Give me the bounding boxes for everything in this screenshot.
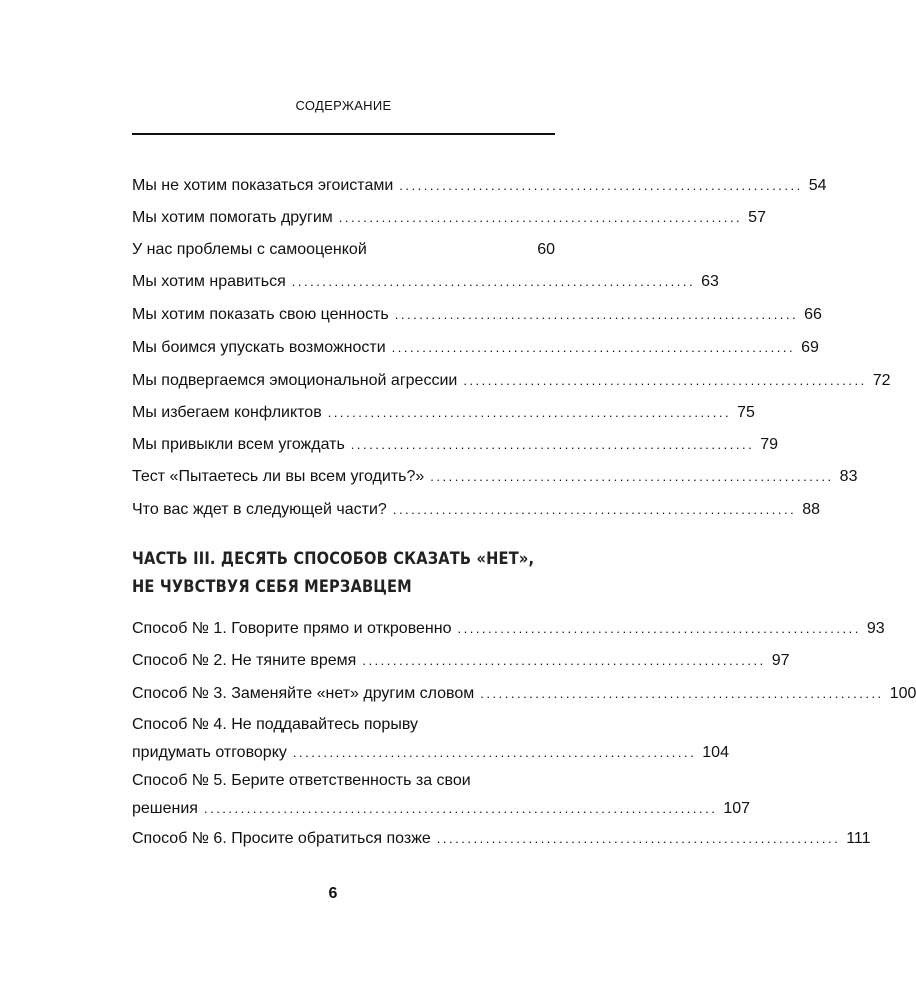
toc-entry-page: 54 (808, 177, 827, 194)
toc-entry (132, 684, 916, 704)
toc-entry-title: Способ № 3. Заменяйте «нет» другим словом (132, 685, 475, 702)
toc-entry-page: 75 (737, 404, 755, 421)
dot-leader: .................................................................. (463, 373, 867, 388)
dot-leader: .................................................................. (292, 745, 697, 760)
dot-leader: .................................................................. (362, 653, 766, 668)
toc-entry-page: 60 (537, 241, 555, 258)
toc-entry-title: Мы не хотим показаться эгоистами (132, 177, 394, 194)
toc-entry-page: 100 (889, 685, 916, 702)
dot-leader: .................................................................. (430, 469, 834, 484)
running-header: СОДЕРЖАНИЕ (295, 98, 392, 113)
toc-entry (132, 208, 766, 228)
toc-entry-title: Мы боимся упускать возможности (132, 339, 386, 356)
toc-entry-page: 66 (804, 306, 822, 323)
toc-entry-title: Мы хотим помогать другим (132, 209, 333, 226)
toc-entry-title: У нас проблемы с самооценкой (132, 241, 367, 258)
toc-entry (132, 272, 719, 292)
section-heading-line1: ЧАСТЬ III. ДЕСЯТЬ СПОСОБОВ СКАЗАТЬ «НЕТ», (132, 549, 535, 569)
toc-entry (132, 651, 790, 671)
dot-leader: .................................................................. (392, 502, 797, 517)
toc-entry-page: 97 (771, 652, 790, 669)
dot-leader: .................................................................. (350, 437, 755, 452)
dot-leader: .................................................................. (338, 210, 743, 225)
dot-leader: .................................................................. (394, 307, 799, 322)
toc-entry-title: решения (132, 800, 198, 817)
toc-entry (132, 371, 891, 391)
toc-entry (132, 771, 751, 819)
toc-entry-page: 107 (723, 800, 751, 817)
toc-entry-title: Мы хотим нравиться (132, 273, 286, 290)
toc-entry-title: Способ № 2. Не тяните время (132, 652, 357, 669)
toc-entry-page: 83 (839, 468, 858, 485)
toc-entry (132, 500, 821, 520)
toc-entry-title: Способ № 6. Просите обратиться позже (132, 830, 431, 847)
toc-entry-page: 72 (872, 372, 891, 389)
dot-leader: .................................................................. (457, 621, 861, 636)
section-heading-line2: НЕ ЧУВСТВУЯ СЕБЯ МЕРЗАВЦЕМ (132, 577, 412, 597)
toc-entry (132, 829, 871, 849)
toc-entry (132, 176, 827, 196)
toc-entry (132, 715, 729, 763)
dot-leader: .................................................................. (291, 274, 696, 289)
toc-entry (132, 305, 822, 325)
dot-leader: .................................................................................... (203, 801, 718, 816)
section-heading (132, 545, 535, 601)
toc-entry-page: 93 (866, 620, 885, 637)
toc-entry-title: Способ № 1. Говорите прямо и откровенно (132, 620, 452, 637)
toc-entry (132, 467, 858, 487)
toc-entry (132, 240, 555, 260)
toc-entry-page: 79 (760, 436, 778, 453)
toc-entry-page: 63 (701, 273, 719, 290)
toc-entry-title: Мы привыкли всем угождать (132, 436, 345, 453)
dot-leader: .................................................................. (399, 178, 803, 193)
toc-entry-title-line1: Способ № 5. Берите ответственность за свои (132, 772, 471, 789)
toc-entry-title: Что вас ждет в следующей части? (132, 501, 387, 518)
toc-entry-page: 57 (748, 209, 766, 226)
toc-entry-title: придумать отговорку (132, 744, 287, 761)
toc-entry-page: 88 (802, 501, 821, 518)
toc-entry-title-line1: Способ № 4. Не поддавайтесь порыву (132, 716, 418, 733)
page-number: 6 (328, 885, 338, 902)
toc-entry (132, 338, 819, 358)
header-rule (132, 133, 555, 135)
toc-entry-title: Мы хотим показать свою ценность (132, 306, 389, 323)
toc-entry-page: 104 (702, 744, 729, 761)
toc-entry (132, 403, 755, 423)
dot-leader: .................................................................. (480, 686, 884, 701)
toc-entry (132, 435, 778, 455)
toc-entry-title: Тест «Пытаетесь ли вы всем угодить?» (132, 468, 425, 485)
toc-entry-title: Мы избегаем конфликтов (132, 404, 322, 421)
dot-leader: .................................................................. (327, 405, 732, 420)
toc-entry (132, 619, 885, 639)
toc-entry-title: Мы подвергаемся эмоциональной агрессии (132, 372, 458, 389)
dot-leader: .................................................................. (391, 340, 796, 355)
dot-leader: .................................................................. (436, 831, 841, 846)
toc-entry-page: 69 (801, 339, 819, 356)
toc-entry-page: 111 (846, 830, 871, 847)
